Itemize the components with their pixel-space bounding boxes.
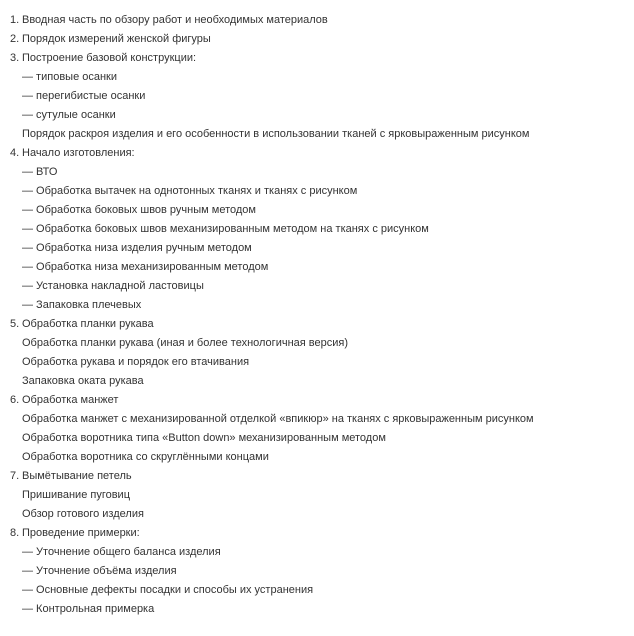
section-title-text: Обработка планки рукава <box>22 318 154 330</box>
section-title <box>10 30 634 49</box>
outline-section <box>10 524 634 619</box>
section-number: 2. <box>10 33 20 45</box>
list-item: Обзор готового изделия <box>22 508 144 520</box>
section-title-text: Построение базовой конструкции: <box>22 52 197 64</box>
list-item: — Уточнение объёма изделия <box>22 565 177 577</box>
section-title-text: Вымётывание петель <box>22 470 132 482</box>
list-item: — Обработка низа механизированным методом <box>22 261 269 273</box>
section-title-text: Проведение примерки: <box>22 527 140 539</box>
section-items <box>10 68 634 144</box>
section-title-text: Обработка манжет <box>22 394 119 406</box>
list-item: — Контрольная примерка <box>22 603 155 615</box>
section-title <box>10 11 634 30</box>
section-items <box>10 486 634 524</box>
outline-section <box>10 49 634 144</box>
section-number: 5. <box>10 318 20 330</box>
list-item: Обработка воротника типа «Button down» механизированным методом <box>22 432 386 444</box>
outline-section <box>10 315 634 391</box>
list-item: Обработка планки рукава (иная и более технологичная версия) <box>22 337 348 349</box>
list-item: — Установка накладной ластовицы <box>22 280 204 292</box>
outline-section <box>10 11 634 30</box>
outline-section <box>10 144 634 315</box>
section-number: 8. <box>10 527 20 539</box>
list-item: — сутулые осанки <box>22 109 116 121</box>
section-title <box>10 49 634 68</box>
outline-section <box>10 30 634 49</box>
section-number: 1. <box>10 14 20 26</box>
section-title <box>10 524 634 543</box>
section-number: 3. <box>10 52 20 64</box>
list-item: Обработка рукава и порядок его втачивания <box>22 356 250 368</box>
section-number: 6. <box>10 394 20 406</box>
list-item: — типовые осанки <box>22 71 118 83</box>
list-item: — Уточнение общего баланса изделия <box>22 546 221 558</box>
list-item: — Основные дефекты посадки и способы их устранения <box>22 584 314 596</box>
section-title <box>10 315 634 334</box>
list-item: Обработка манжет с механизированной отделкой «впикюр» на тканях с ярковыраженным рисунком <box>22 413 534 425</box>
list-item: — Запаковка плечевых <box>22 299 142 311</box>
section-title-text: Порядок измерений женской фигуры <box>22 33 211 45</box>
list-item: — перегибистые осанки <box>22 90 146 102</box>
list-item: — ВТО <box>22 166 58 178</box>
section-number: 4. <box>10 147 20 159</box>
list-item: Обработка воротника со скруглёнными концами <box>22 451 269 463</box>
list-item: — Обработка боковых швов ручным методом <box>22 204 256 216</box>
section-items <box>10 334 634 391</box>
list-item: Пришивание пуговиц <box>22 489 131 501</box>
section-number: 7. <box>10 470 20 482</box>
section-title-text: Начало изготовления: <box>22 147 135 159</box>
section-title-text: Вводная часть по обзору работ и необходимых материалов <box>22 14 328 26</box>
section-title <box>10 391 634 410</box>
section-items <box>10 543 634 619</box>
list-item: — Обработка боковых швов механизированным методом на тканях с рисунком <box>22 223 429 235</box>
list-item: Запаковка оката рукава <box>22 375 144 387</box>
list-item: — Обработка вытачек на однотонных тканях и тканях с рисунком <box>22 185 358 197</box>
list-item: Порядок раскроя изделия и его особенности в использовании тканей с ярковыраженным рисунком <box>22 128 530 140</box>
outline-section <box>10 467 634 524</box>
section-items <box>10 410 634 467</box>
list-item: — Обработка низа изделия ручным методом <box>22 242 252 254</box>
section-title <box>10 144 634 163</box>
section-title <box>10 467 634 486</box>
outline-section <box>10 391 634 467</box>
section-items <box>10 163 634 315</box>
